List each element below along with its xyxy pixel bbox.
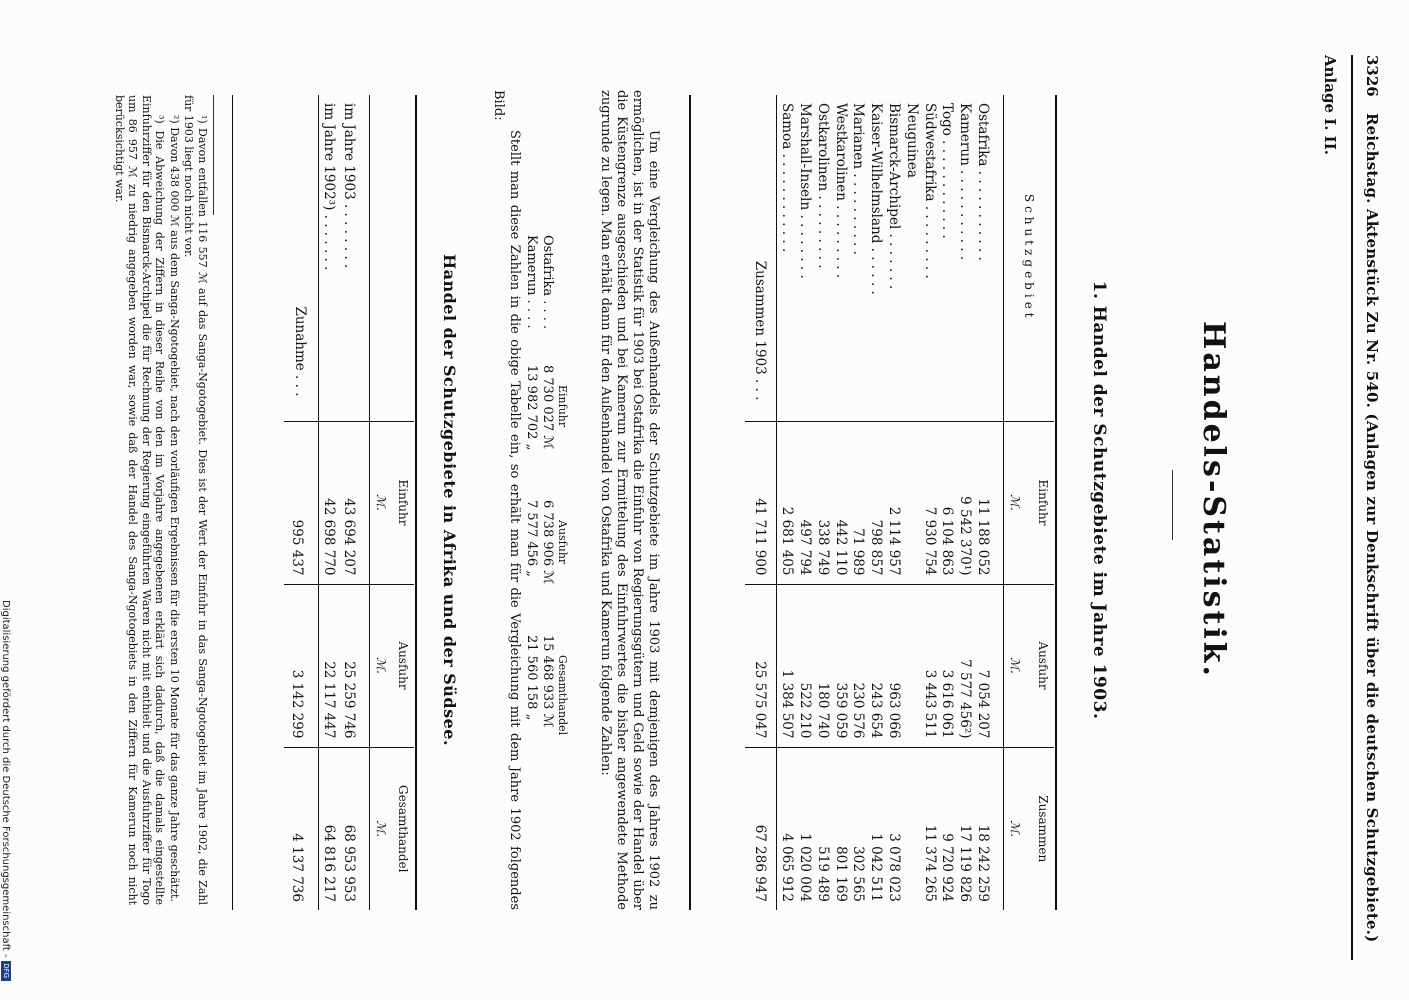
page-number: 3326 [1363, 55, 1381, 97]
footnote-rule [213, 95, 214, 215]
total-cell: 4 065 912 [777, 747, 795, 910]
page-title: Handels-Statistik. [1196, 321, 1231, 679]
col-header-label: Zusammen [1036, 795, 1050, 863]
col-header-total [370, 747, 415, 910]
total-cell [902, 747, 920, 910]
region-cell: Südwestafrika . . . . . . . . . [921, 103, 938, 279]
region-cell: Westkarolinen . . . . . . . . . [832, 103, 849, 279]
table-row [902, 95, 920, 910]
export-cell: 3 616 061 [938, 584, 956, 747]
section2-title: Handel der Schutzgebiete in Afrika und der Südsee. [440, 253, 459, 747]
total-cell: 64 816 217 [319, 747, 340, 910]
total-cell: 18 242 259 [973, 747, 1003, 910]
table-row [920, 95, 938, 910]
comparison-row [540, 235, 555, 770]
year-cell: im Jahre 1902³) . . . . . . . [321, 103, 337, 271]
region-cell: Marianen . . . . . . . . . . [850, 103, 867, 255]
col-header-label: Einfuhr [396, 479, 410, 526]
export-cell: 25 575 047 [745, 584, 777, 747]
region-cell: Ostafrika . . . . . . . . . . . [975, 103, 991, 261]
total-cell: 68 953 953 [339, 747, 370, 910]
section1-title: 1. Handel der Schutzgebiete im Jahre 1903. [1089, 280, 1109, 720]
table-row [849, 95, 867, 910]
total-cell: 1 020 004 [795, 747, 813, 910]
comparison-header-export: Ausfuhr [556, 520, 569, 565]
comparison-region: Ostafrika . . . . [540, 235, 555, 330]
col-header-label: Schutzgebiet [1022, 193, 1036, 322]
unit-label: ℳ. [374, 820, 388, 838]
table-row [955, 95, 973, 910]
footnotes [112, 95, 210, 905]
import-cell: 11 188 052 [973, 421, 1003, 584]
import-cell: 497 794 [795, 421, 813, 584]
comparison-header-total: Gesamthandel [556, 655, 569, 736]
import-cell: 338 749 [813, 421, 831, 584]
export-cell [902, 584, 920, 747]
comparison-export: 7 577 456 „ [524, 500, 539, 578]
total-cell: 4 137 736 [284, 747, 319, 910]
import-cell: 798 857 [866, 421, 884, 584]
col-header-blank [370, 95, 415, 421]
table2-top-rule [415, 95, 417, 910]
unit-label: ℳ. [1008, 820, 1022, 838]
comparison-total: 21 560 158 „ [524, 635, 539, 721]
col-header-label: Gesamthandel [396, 785, 410, 873]
footnote: ¹) Davon entfallen 116 557 ℳ auf das Sanga-Ngotogebiet. Dies ist der Wert der Einfuhr in das Sanga-Ngotogebiet im Jahre 1902, die Zahl für 1903 liegt noch nicht vor. [182, 95, 209, 905]
comparison-import: 13 982 702 „ [524, 365, 539, 451]
table-row [319, 95, 340, 910]
total-cell: 801 169 [831, 747, 849, 910]
increase-row [284, 95, 319, 910]
table1-bottom-rule [689, 95, 691, 910]
running-title: Reichstag. Aktenstück Zu Nr. 540. (Anlagen zur Denkschrift über die deutschen Schutzgebiete.) [1363, 113, 1381, 943]
import-cell: 442 110 [831, 421, 849, 584]
export-cell: 359 059 [831, 584, 849, 747]
export-cell: 1 384 507 [777, 584, 795, 747]
comparison-row [524, 235, 539, 770]
export-cell: 963 066 [884, 584, 902, 747]
comparison-region: Kamerun . . . . [524, 235, 539, 329]
table2-header-row [370, 95, 415, 910]
import-cell: 43 694 207 [339, 421, 370, 584]
explanation-paragraph: Um eine Vergleichung des Außenhandels der Schutzgebiete im Jahre 1903 mit demjenigen des Jahres 1902 zu ermöglichen, ist in der Statistik für 1903 bei Ostafrika die Einfuhr von Regierungsgütern und Geld sowie der Handel über die Küstengrenze ausgeschieden und bei Kamerun zur Ermittelung des Einfuhrwertes die bisher angewendete Methode zugrunde zu legen. Man erhält dann für den Außenhandel von Ostafrika und Kamerun folgende Zahlen: [598, 90, 661, 910]
table-row [339, 95, 370, 910]
unit-label: ℳ. [374, 494, 388, 511]
table1-top-rule [1055, 95, 1057, 910]
table-row [831, 95, 849, 910]
export-cell: 522 210 [795, 584, 813, 747]
digitization-credit [0, 600, 11, 981]
table-row [884, 95, 902, 910]
comparison-import: 8 730 027 ℳ [540, 365, 555, 450]
import-cell: 7 930 754 [920, 421, 938, 584]
region-cell: Kamerun . . . . . . . . . . . [957, 103, 974, 261]
total-cell: 3 078 023 [884, 747, 902, 910]
total-cell: 302 565 [849, 747, 867, 910]
comparison-total: 15 468 933 ℳ [540, 635, 555, 728]
table-row [938, 95, 956, 910]
increase-label: Zunahme . . . [284, 95, 319, 421]
total-cell: 9 720 924 [938, 747, 956, 910]
annex-label: Anlage I. II. [1321, 55, 1339, 155]
table-row [795, 95, 813, 910]
footnote: ³) Die Abweichung der Ziffern in dieser Reihe von den im Vorjahre angegebenen erklärt sich dadurch, daß die damals eingestellte Einfuhrziffer für den Bismarck-Archipel die für Rechnung der Regierung eingeführten Waren nicht mit enthielt und die Ausfuhrziffer für Togo um 86 957 ℳ zu niedrig angegeben worden war, sowie daß der Handel des Sanga-Ngotogebiets in den Ziffern für Kamerun noch nicht berücksichtigt war. [113, 95, 167, 905]
col-header-export [1004, 584, 1055, 747]
col-header-label: Ausfuhr [396, 641, 410, 690]
credit-text: Digitalisierung gefördert durch die Deutsche Forschungsgemeinschaft - [0, 600, 11, 958]
import-cell: 2 681 405 [777, 421, 795, 584]
export-cell: 243 654 [866, 584, 884, 747]
header-rule [1351, 55, 1353, 960]
export-cell: 7 054 207 [973, 584, 1003, 747]
export-cell: 7 577 456²) [955, 584, 973, 747]
total-cell: 519 489 [813, 747, 831, 910]
export-cell: 3 443 511 [920, 584, 938, 747]
total-cell: 11 374 265 [920, 747, 938, 910]
export-cell: 22 117 447 [319, 584, 340, 747]
import-cell: 2 114 957 [884, 421, 902, 584]
year-cell: im Jahre 1903 . . . . . . . . [341, 103, 357, 269]
running-header [1359, 55, 1381, 960]
table-row [777, 95, 795, 910]
col-header-total [1004, 747, 1055, 910]
comparison-export: 6 738 906 ℳ [540, 500, 555, 585]
trade-comparison-table [284, 95, 414, 910]
col-header-label: Einfuhr [1036, 479, 1050, 526]
col-header-export [370, 584, 415, 747]
import-cell [902, 421, 920, 584]
unit-label: ℳ. [1008, 494, 1022, 511]
total-cell: 1 042 511 [866, 747, 884, 910]
export-cell: 230 576 [849, 584, 867, 747]
table2-bottom-rule [232, 95, 233, 910]
comparison-header-import: Einfuhr [556, 385, 569, 428]
region-cell: Bismarck-Archipel . . . . . . . [886, 103, 903, 290]
col-header-import [1004, 421, 1055, 584]
import-cell: 41 711 900 [745, 421, 777, 584]
import-cell: 6 104 863 [938, 421, 956, 584]
title-rule [1172, 470, 1173, 540]
trade-table-1903 [745, 95, 1054, 910]
import-cell: 42 698 770 [319, 421, 340, 584]
table-total-row [745, 95, 777, 910]
region-cell: Neuguinea [903, 103, 920, 178]
col-header-region [1004, 95, 1055, 421]
total-cell: 67 286 947 [745, 747, 777, 910]
comparison-sentence: Stellt man diese Zahlen in die obige Tabelle ein, so erhält man für die Vergleichung mit dem Jahre 1902 folgendes Bild: [491, 90, 522, 910]
import-cell: 9 542 370¹) [955, 421, 973, 584]
import-cell: 71 989 [849, 421, 867, 584]
export-cell: 3 142 299 [284, 584, 319, 747]
import-cell: 995 437 [284, 421, 319, 584]
table-row [866, 95, 884, 910]
export-cell: 25 259 746 [339, 584, 370, 747]
dfg-logo: DFG [1, 961, 11, 981]
unit-label: ℳ. [1008, 657, 1022, 674]
region-cell: Togo . . . . . . . . . . . . [939, 103, 956, 239]
total-label: Zusammen 1903 . . . [745, 95, 777, 421]
region-cell: Marshall-Inseln . . . . . . . . [797, 103, 814, 279]
total-cell: 17 119 826 [955, 747, 973, 910]
col-header-label: Ausfuhr [1036, 641, 1050, 690]
region-cell: Kaiser-Wilhelmsland . . . . . . [868, 103, 885, 295]
export-cell: 180 740 [813, 584, 831, 747]
region-cell: Ostkarolinen . . . . . . . . . [814, 103, 831, 269]
table-row [973, 95, 1003, 910]
region-cell: Samoa . . . . . . . . . . . . [779, 103, 796, 253]
unit-label: ℳ. [374, 657, 388, 674]
table-row [813, 95, 831, 910]
footnote: ²) Davon 438 000 ℳ aus dem Sanga-Ngotogebiet, nach den vorläufigen Ergebnissen für die ersten 10 Monate für das ganze Jahre geschätzt. [168, 115, 181, 902]
col-header-import [370, 421, 415, 584]
table1-header-row [1004, 95, 1055, 910]
